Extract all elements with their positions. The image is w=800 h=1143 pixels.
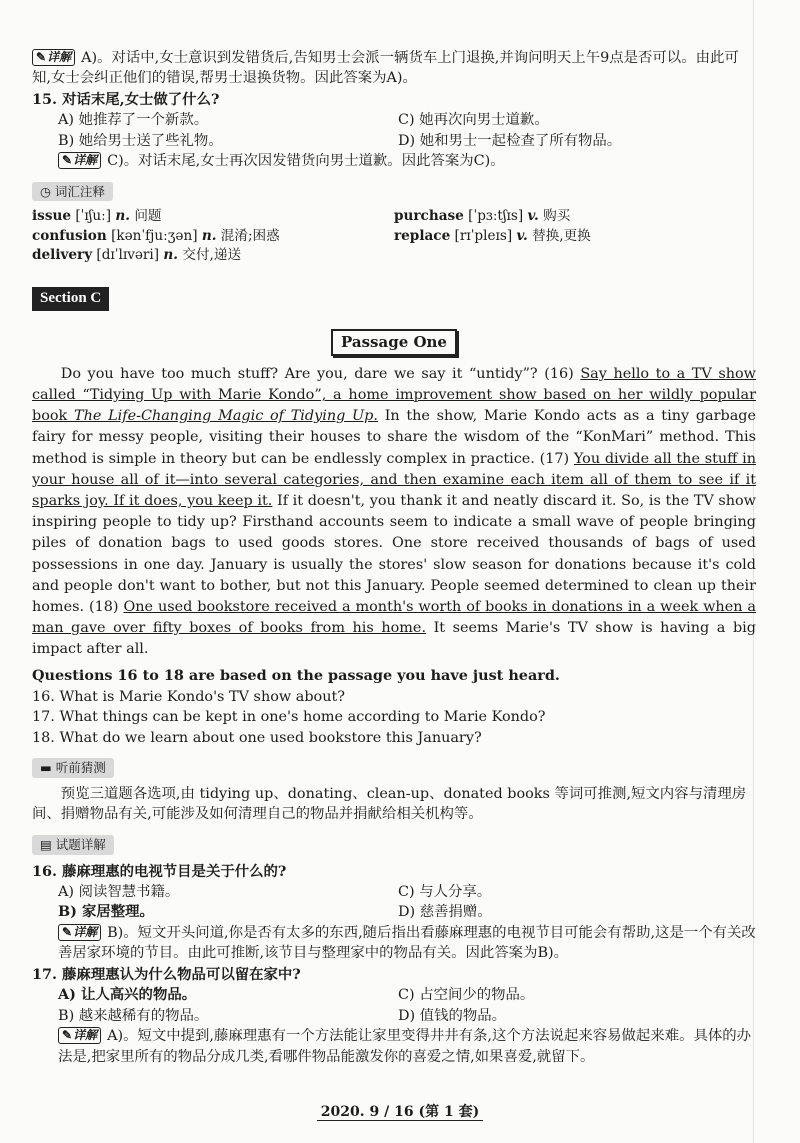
predict-heading: ▬ 听前猜测 — [32, 758, 114, 778]
q17-options-row-1 — [32, 985, 756, 1005]
pen-icon: ✎ — [36, 50, 47, 64]
question-15: 15. 对话末尾,女士做了什么? — [32, 90, 220, 108]
option-d: D) 值钱的物品。 — [398, 1007, 507, 1024]
option-a: A) 阅读智慧书籍。 — [58, 884, 180, 901]
passage-title: Passage One — [32, 329, 756, 356]
vocab-col-right — [394, 207, 756, 265]
question-item: 16. What is Marie Kondo's TV show about? — [32, 688, 345, 705]
question-item: 17. What things can be kept in one's home according to Marie Kondo? — [32, 709, 546, 726]
vocab-list — [32, 207, 756, 265]
vocab-heading: ◷ 词汇注释 — [32, 182, 113, 202]
explain-17: ✎详解 A)。短文中提到,藤麻理惠有一个方法能让家里变得井井有条,这个方法说起来容易做起来难。具体的办法是,把家里所有的物品分成几类,看哪件物品能激发你的喜爱之情,如果喜爱,就留下。 — [58, 1028, 752, 1065]
option-a: A) 让人高兴的物品。 — [58, 986, 197, 1004]
vocab-item: delivery [dɪˈlɪvəri] n. 交付,递送 — [32, 247, 242, 264]
pen-icon: ✎ — [62, 153, 73, 168]
vocab-col-left — [32, 207, 394, 265]
option-c: C) 她再次向男士道歉。 — [398, 112, 549, 129]
option-d: D) 慈善捐赠。 — [398, 904, 492, 921]
detail-tag: ✎详解 — [58, 1027, 101, 1044]
pen-icon: ✎ — [62, 1028, 73, 1043]
question-16-stem: 16. 藤麻理惠的电视节目是关于什么的? — [32, 862, 287, 880]
q17-options-row-2 — [32, 1006, 756, 1026]
question-item: 18. What do we learn about one used bookstore this January? — [32, 729, 482, 746]
headphones-icon: ▬ — [40, 760, 52, 776]
predict-text: 预览三道题各选项,由 tidying up、donating、clean-up、donated books 等词可推测,短文内容与清理房间、捐赠物品有关,可能涉及如何清理自己的物品并捐献给相关机构等。 — [32, 785, 747, 823]
q15-options-row-2 — [32, 131, 756, 151]
section-c-label: Section C — [32, 287, 109, 310]
book-icon: ▤ — [40, 836, 52, 852]
option-a: A) 她推荐了一个新款。 — [58, 112, 209, 129]
detail-tag: ✎详解 — [58, 924, 101, 941]
q16-options-row-2 — [32, 902, 756, 922]
passage-text: Do you have too much stuff? Are you, dare we say it “untidy”? (16) Say hello to a TV show called “Tidying Up with Marie Kondo”, a home improvement show based on her wildly popular book The Life-Changing Magic of Tidying Up. In the show, Marie Kondo acts as a tiny garbage fairy for messy people, visiting their houses to share the wisdom of the “KonMari” method. This method is simple in theory but can be endlessly complex in practice. (17) You divide all the stuff in your house all of it—into several categories, and then examine each item all of them to see if it sparks joy. If it does, you keep it. If it doesn't, you thank it and neatly discard it. So, is the TV show inspiring people to tidy up? Firsthand accounts seem to indicate a small wave of people bringing piles of donation bags to used goods stores. One store received thousands of bags of used possessions in one day. January is usually the stores' slow season for donations because it's cold and people don't want to bother, but not this January. People seemed determined to clean up their homes. (18) One used bookstore received a month's worth of books in donations in a week when a man gave over fifty boxes of books from his home. It seems Marie's TV show is having a big impact after all. — [32, 365, 757, 658]
q16-options-row-1 — [32, 882, 756, 902]
vocab-item: purchase [ˈpɜːtʃɪs] v. 购买 — [394, 208, 571, 225]
explain-16: ✎详解 B)。短文开头问道,你是否有太多的东西,随后指出看藤麻理惠的电视节目可能会有帮助,这是一个有关改善居家环境的节目。由此可推断,该节目与整理家中的物品有关。因此答案为B)。 — [58, 924, 756, 962]
detail-tag: ✎详解 — [32, 49, 75, 66]
q15-options-row-1 — [32, 110, 756, 130]
pen-icon: ✎ — [62, 924, 73, 939]
question-17-stem: 17. 藤麻理惠认为什么物品可以留在家中? — [32, 965, 301, 983]
vocab-item: issue [ˈɪʃuː] n. 问题 — [32, 208, 162, 225]
option-c: C) 占空间少的物品。 — [398, 987, 535, 1004]
option-b: B) 她给男士送了些礼物。 — [58, 132, 223, 149]
option-b: B) 家居整理。 — [58, 903, 154, 921]
clock-icon: ◷ — [40, 183, 51, 199]
option-c: C) 与人分享。 — [398, 884, 492, 901]
explain-15: ✎详解 C)。对话末尾,女士再次因发错货向男士道歉。因此答案为C)。 — [32, 151, 756, 171]
analysis-heading: ▤ 试题详解 — [32, 835, 114, 855]
detail-tag: ✎详解 — [58, 152, 101, 169]
vocab-item: confusion [kənˈfjuːʒən] n. 混淆;困惑 — [32, 227, 280, 244]
vocab-item: replace [rɪˈpleɪs] v. 替换,更换 — [394, 227, 591, 244]
document-page — [32, 48, 756, 1067]
option-b: B) 越来越稀有的物品。 — [58, 1007, 209, 1024]
option-d: D) 她和男士一起检查了所有物品。 — [398, 132, 622, 149]
questions-heading: Questions 16 to 18 are based on the passage you have just heard. — [32, 667, 560, 685]
page-footer: 2020. 9 / 16 (第 1 套) — [0, 1103, 800, 1123]
explain-14: ✎详解 A)。对话中,女士意识到发错货后,告知男士会派一辆货车上门退换,并询问明天上午9点是否可以。由此可知,女士会纠正他们的错误,帮男士退换货物。因此答案为A)。 — [32, 50, 739, 87]
